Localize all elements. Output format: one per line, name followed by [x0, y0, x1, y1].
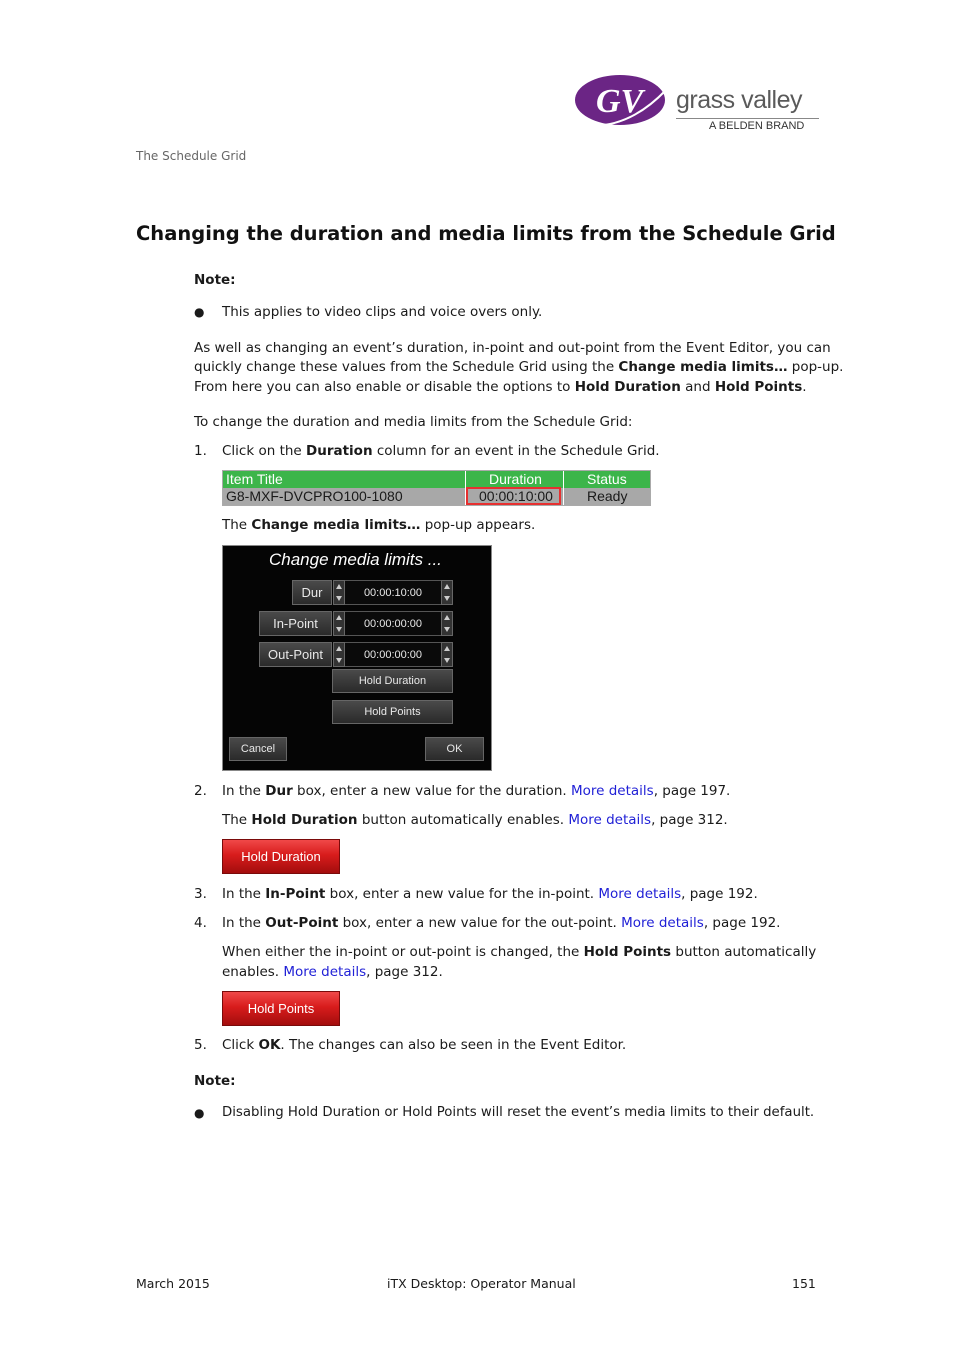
- grid-data-row: [223, 488, 650, 505]
- intro-line-3: From here you can also enable or disable the options to Hold Duration and Hold Points.: [194, 379, 807, 395]
- grid-cell-item-title: G8-MXF-DVCPRO100-1080: [226, 488, 403, 504]
- intro-line-1: As well as changing an event’s duration, in-point and out-point from the Event Editor, you can: [194, 340, 831, 356]
- step-number: 2.: [194, 783, 207, 799]
- step-4-result-line-1: When either the in-point or out-point is changed, the Hold Points button automatically: [222, 944, 817, 960]
- hold-points-enabled-button: Hold Points: [222, 991, 340, 1026]
- footer-page-number: 151: [792, 1276, 816, 1291]
- footer-doc-title: iTX Desktop: Operator Manual: [387, 1276, 576, 1291]
- section-heading: Changing the duration and media limits from the Schedule Grid: [136, 222, 836, 245]
- grid-cell-status: Ready: [587, 488, 628, 504]
- bullet-icon: ●: [194, 305, 205, 319]
- dialog-title: Change media limits ...: [269, 550, 442, 569]
- step-2-result: The Hold Duration button automatically enables. More details, page 312.: [222, 812, 728, 828]
- running-header: The Schedule Grid: [136, 149, 247, 163]
- logo-tagline: A BELDEN BRAND: [709, 120, 805, 132]
- out-point-spinner[interactable]: [333, 642, 345, 667]
- step-number: 4.: [194, 915, 207, 931]
- out-point-field[interactable]: 00:00:00:00: [345, 642, 441, 667]
- step-3-text: In the In-Point box, enter a new value for the in-point. More details, page 192.: [222, 886, 758, 902]
- note-bullet-text: Disabling Hold Duration or Hold Points will reset the event’s media limits to their default.: [222, 1105, 815, 1120]
- out-point-label: Out-Point: [259, 642, 332, 667]
- note-label: Note:: [194, 272, 236, 288]
- schedule-grid-screenshot: [222, 470, 651, 506]
- dur-spinner-right[interactable]: [441, 580, 453, 605]
- grid-divider: [563, 471, 564, 505]
- grid-header-item-title: Item Title: [226, 471, 283, 487]
- step-1-text: Click on the Duration column for an event in the Schedule Grid.: [222, 443, 660, 459]
- step-1-result: The Change media limits… pop-up appears.: [222, 517, 536, 533]
- grid-header-status: Status: [587, 471, 627, 487]
- grid-cell-duration: 00:00:10:00: [479, 488, 553, 504]
- grid-header-row: [223, 471, 650, 488]
- dur-label: Dur: [292, 580, 332, 605]
- duration-highlight-box: [466, 487, 561, 505]
- step-number: 1.: [194, 443, 207, 459]
- step-2-text: In the Dur box, enter a new value for the duration. More details, page 197.: [222, 783, 731, 799]
- logo-wordmark: grass valley: [676, 86, 802, 114]
- logo-rule: [676, 118, 819, 119]
- note-label: Note:: [194, 1073, 236, 1089]
- step-number: 3.: [194, 886, 207, 902]
- in-point-spinner[interactable]: [333, 611, 345, 636]
- in-point-field[interactable]: 00:00:00:00: [345, 611, 441, 636]
- dur-field[interactable]: 00:00:10:00: [345, 580, 441, 605]
- step-5-text: Click OK. The changes can also be seen in the Event Editor.: [222, 1037, 627, 1053]
- more-details-link[interactable]: More details: [570, 783, 654, 799]
- more-details-link[interactable]: More details: [568, 812, 652, 828]
- more-details-link[interactable]: More details: [598, 886, 682, 902]
- hold-duration-enabled-button: Hold Duration: [222, 839, 340, 874]
- grid-header-duration: Duration: [489, 471, 542, 487]
- ok-button[interactable]: OK: [425, 737, 484, 761]
- in-point-label: In-Point: [259, 611, 332, 636]
- more-details-link[interactable]: More details: [621, 915, 704, 931]
- hold-duration-button[interactable]: Hold Duration: [332, 669, 453, 693]
- in-point-spinner-right[interactable]: [441, 611, 453, 636]
- change-media-limits-dialog: [222, 545, 492, 771]
- note-bullet-text: This applies to video clips and voice overs only.: [222, 304, 543, 320]
- step-4-text: In the Out-Point box, enter a new value for the out-point. More details, page 192.: [222, 915, 781, 931]
- procedure-lead: To change the duration and media limits from the Schedule Grid:: [194, 414, 633, 430]
- more-details-link[interactable]: More details: [283, 964, 367, 980]
- out-point-spinner-right[interactable]: [441, 642, 453, 667]
- dur-spinner[interactable]: [333, 580, 345, 605]
- cancel-button[interactable]: Cancel: [229, 737, 287, 761]
- footer-date: March 2015: [136, 1276, 210, 1291]
- svg-text:GV: GV: [596, 83, 644, 120]
- hold-points-button[interactable]: Hold Points: [332, 700, 453, 724]
- bullet-icon: ●: [194, 1106, 205, 1120]
- step-4-result-line-2: enables. More details, page 312.: [222, 964, 443, 980]
- intro-line-2: quickly change these values from the Schedule Grid using the Change media limits… pop-up.: [194, 359, 844, 375]
- step-number: 5.: [194, 1037, 207, 1053]
- grass-valley-logo: [574, 72, 824, 134]
